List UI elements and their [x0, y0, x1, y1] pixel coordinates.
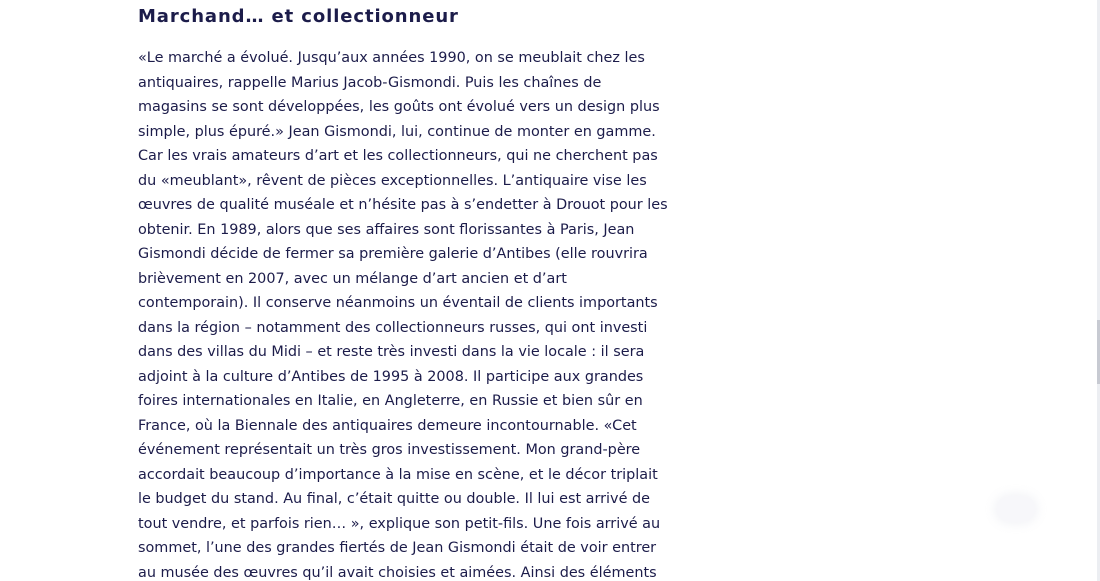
paragraph-line: simple, plus épuré.» Jean Gismondi, lui, continue de monter en gamme.	[138, 123, 656, 140]
floating-widget-shadow	[996, 496, 1036, 522]
paragraph-line: Gismondi décide de fermer sa première galerie d’Antibes (elle rouvrira	[138, 246, 648, 262]
paragraph-line: Car les vrais amateurs d’art et les collectionneurs, qui ne cherchent pas	[138, 148, 658, 164]
paragraph-line: «Le marché a évolué. Jusqu’aux années 1990, on se meublait chez les	[138, 50, 645, 66]
paragraph-line: le budget du stand. Au final, c’était quitte ou double. Il lui est arrivé de	[138, 491, 650, 507]
section-heading: Marchand… et collectionneur	[138, 6, 459, 27]
paragraph-line: adjoint à la culture d’Antibes de 1995 à 2008. Il participe aux grandes	[138, 368, 644, 385]
paragraph-line: sommet, l’une des grandes fiertés de Jean Gismondi était de voir entrer	[138, 540, 657, 556]
paragraph-line: tout vendre, et parfois rien… », explique son petit-fils. Une fois arrivé au	[138, 515, 661, 532]
paragraph-line: brièvement en 2007, avec un mélange d’art ancien et d’art	[138, 270, 567, 287]
paragraph-line: accordait beaucoup d’importance à la mise en scène, et le décor triplait	[138, 466, 658, 483]
article	[138, 0, 668, 581]
paragraph-line: antiquaires, rappelle Marius Jacob-Gismondi. Puis les chaînes de	[138, 74, 602, 91]
article-paragraph	[138, 28, 668, 581]
paragraph-line: au musée des œuvres qu’il avait choisies et aimées. Ainsi des éléments	[138, 564, 657, 581]
paragraph-line: œuvres de qualité muséale et n’hésite pas à s’endetter à Drouot pour les	[138, 197, 668, 213]
paragraph-line: France, où la Biennale des antiquaires demeure incontournable. «Cet	[138, 417, 637, 434]
paragraph-line: du «meublant», rêvent de pièces exceptionnelles. L’antiquaire vise les	[138, 172, 647, 189]
paragraph-line: magasins se sont développées, les goûts ont évolué vers un design plus	[138, 99, 660, 115]
paragraph-line: obtenir. En 1989, alors que ses affaires sont florissantes à Paris, Jean	[138, 221, 635, 238]
paragraph-line: foires internationales en Italie, en Angleterre, en Russie et bien sûr en	[138, 393, 643, 409]
paragraph-line: contemporain). Il conserve néanmoins un éventail de clients importants	[138, 295, 658, 311]
paragraph-line: dans des villas du Midi – et reste très investi dans la vie locale : il sera	[138, 344, 645, 360]
paragraph-line: dans la région – notamment des collectionneurs russes, qui ont investi	[138, 319, 648, 336]
paragraph-line: événement représentait un très gros investissement. Mon grand-père	[138, 442, 641, 458]
